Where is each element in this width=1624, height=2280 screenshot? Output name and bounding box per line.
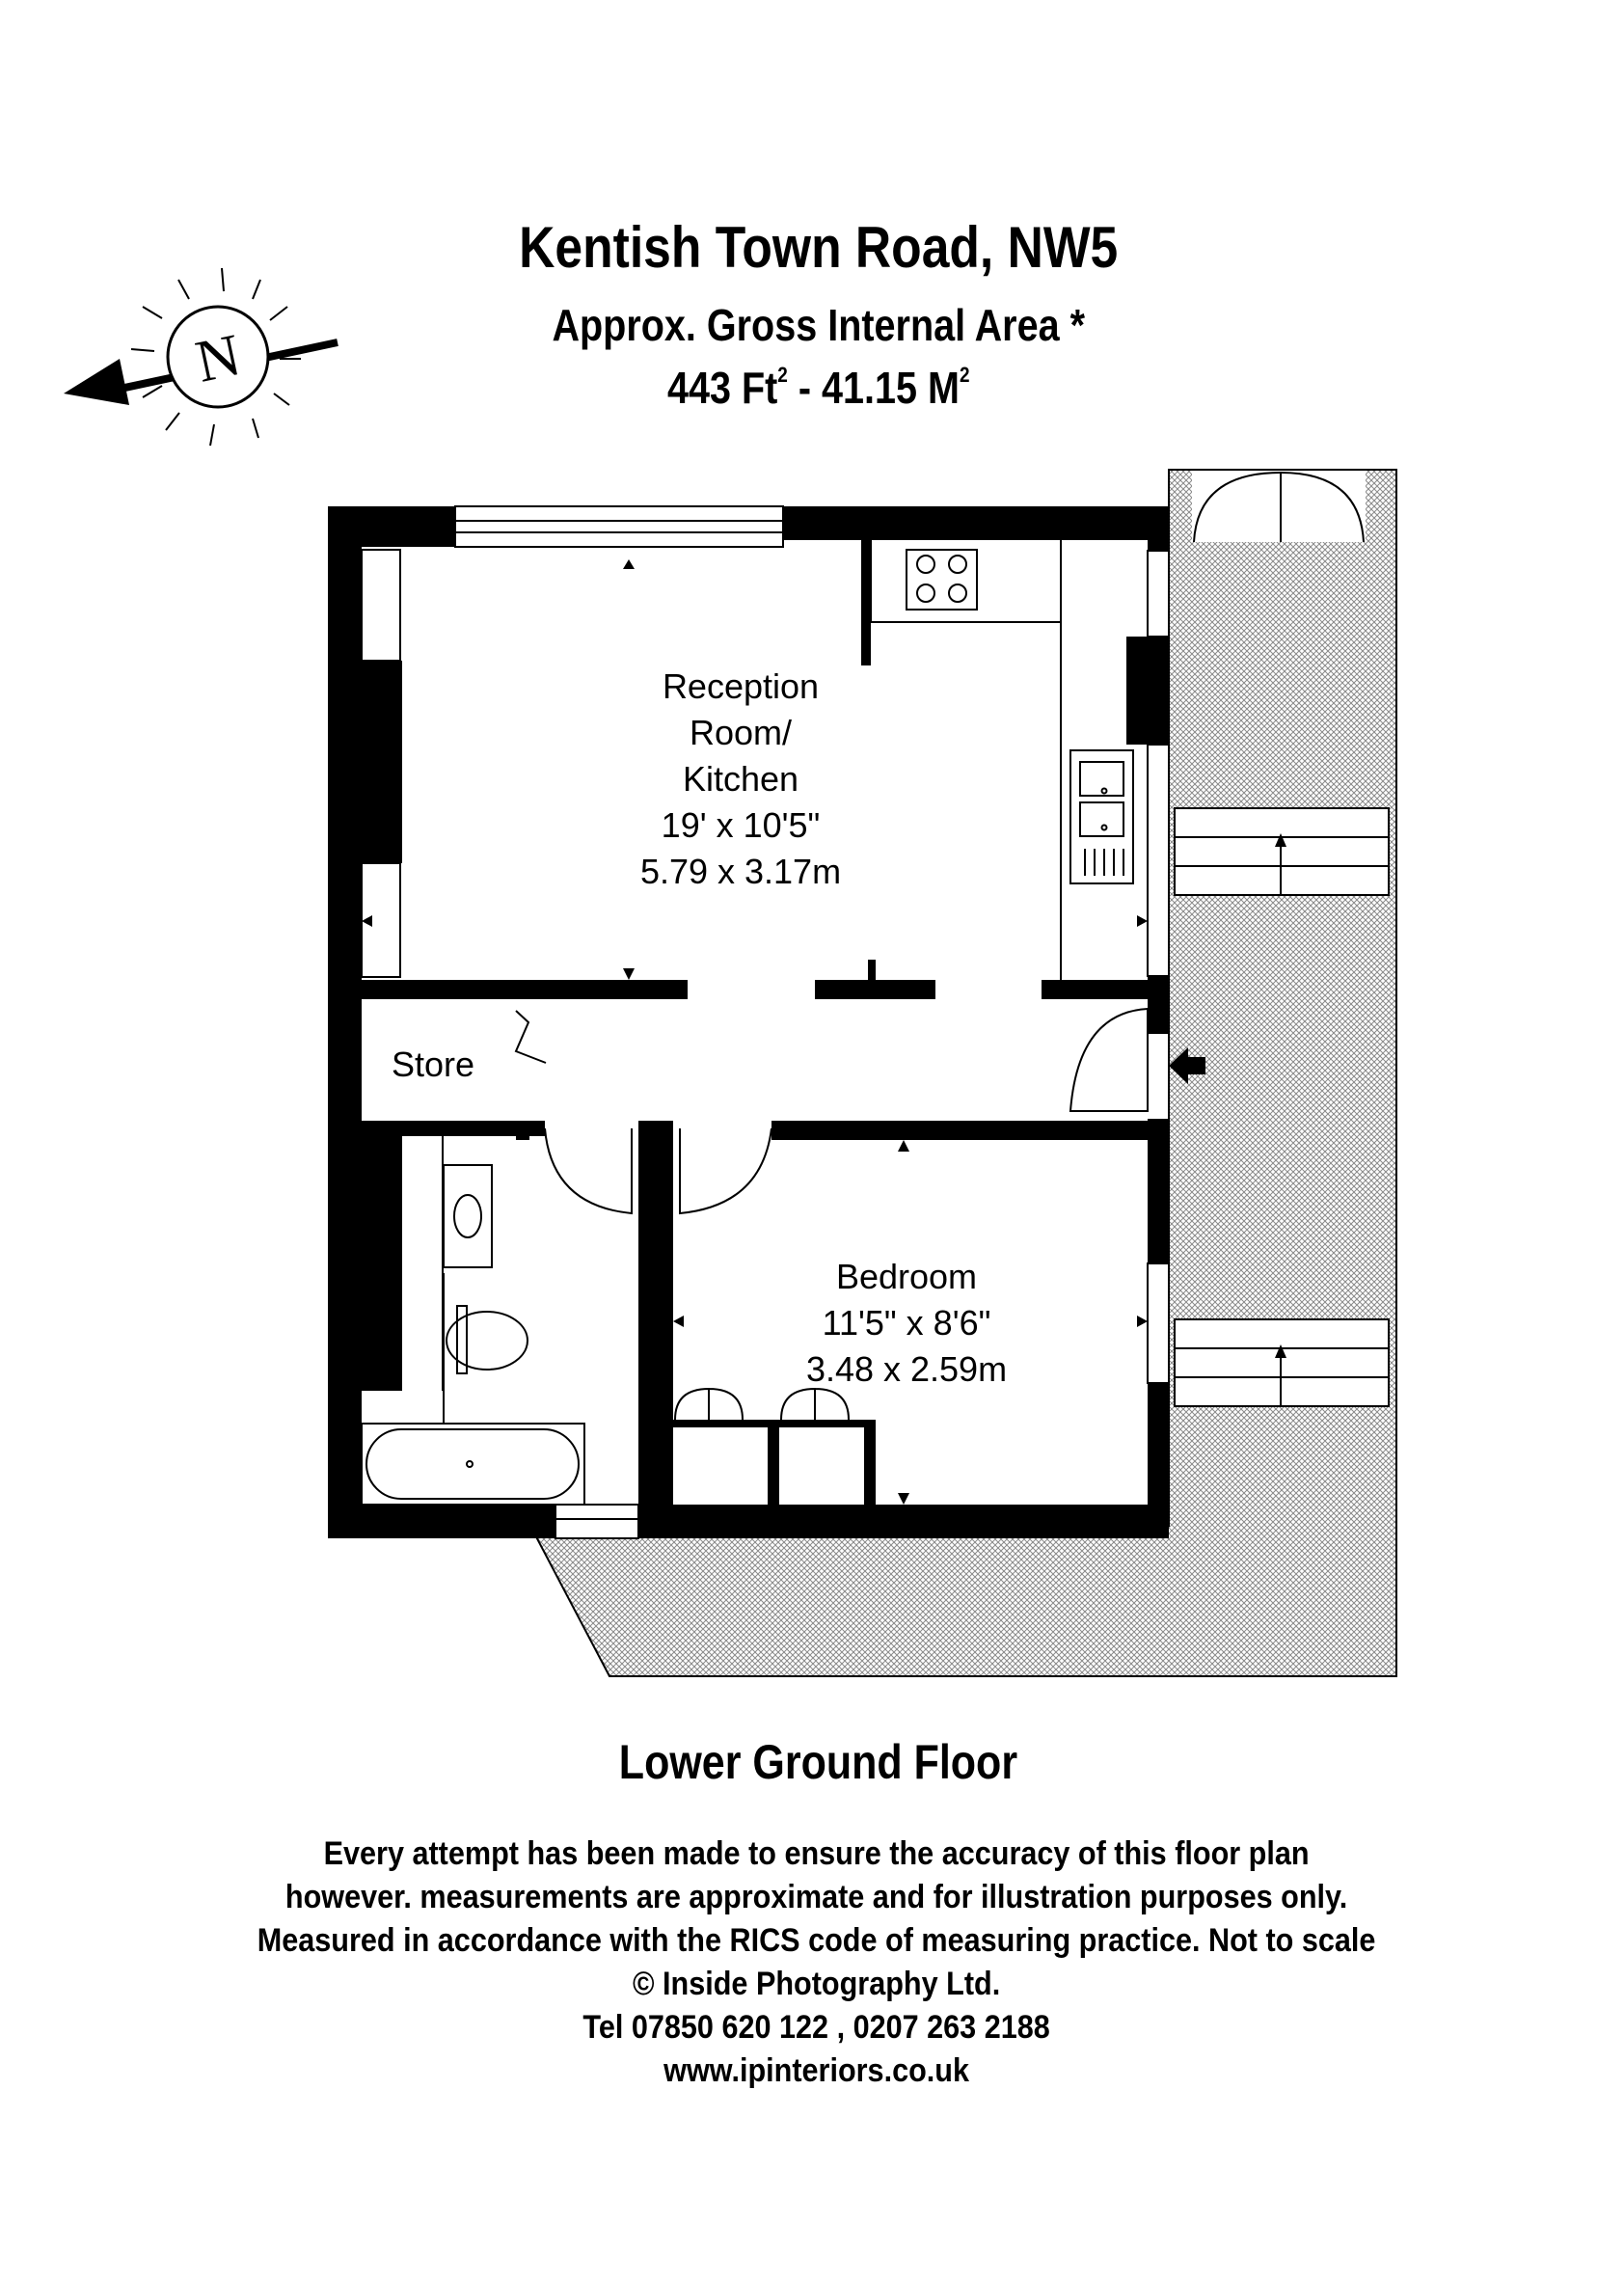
reception-line1: Reception [662, 666, 820, 706]
area-m-superscript: 2 [959, 363, 970, 387]
bedroom-label [806, 1257, 1007, 1389]
copyright-line: © Inside Photography Ltd. [632, 1966, 1001, 2002]
disclaimer-line3: Measured in accordance with the RICS code of measuring practice. Not to scale [257, 1922, 1376, 1959]
reception-line3: Kitchen [682, 759, 799, 799]
bedroom-imperial: 11'5" x 8'6" [822, 1303, 991, 1343]
area-separator: - [787, 363, 822, 413]
reception-line2: Room/ [689, 713, 793, 752]
reception-metric: 5.79 x 3.17m [639, 852, 842, 891]
plan-title: Kentish Town Road, NW5 [519, 215, 1119, 280]
reception-imperial: 19' x 10'5" [661, 805, 821, 845]
area-ft: 443 Ft [666, 363, 778, 413]
compass-letter: N [190, 322, 247, 395]
area-subtitle: Approx. Gross Internal Area * [552, 300, 1085, 350]
reception-label [640, 666, 841, 891]
store-label: Store [391, 1045, 475, 1084]
website-line: www.ipinteriors.co.uk [663, 2052, 970, 2089]
area-ft-superscript: 2 [777, 363, 788, 387]
disclaimer [86, 1832, 1548, 2093]
telephone-line: Tel 07850 620 122 , 0207 263 2188 [582, 2009, 1050, 2046]
bedroom-metric: 3.48 x 2.59m [805, 1349, 1008, 1389]
area-m: 41.15 M [821, 363, 960, 413]
windows [362, 506, 1169, 1538]
floor-label: Lower Ground Floor [618, 1735, 1018, 1789]
bedroom-name: Bedroom [835, 1257, 978, 1296]
compass [64, 268, 338, 446]
disclaimer-line2: however. measurements are approximate and for illustration purposes only. [284, 1879, 1348, 1915]
disclaimer-line1: Every attempt has been made to ensure the accuracy of this floor plan [323, 1835, 1310, 1872]
walls [328, 506, 1205, 1538]
